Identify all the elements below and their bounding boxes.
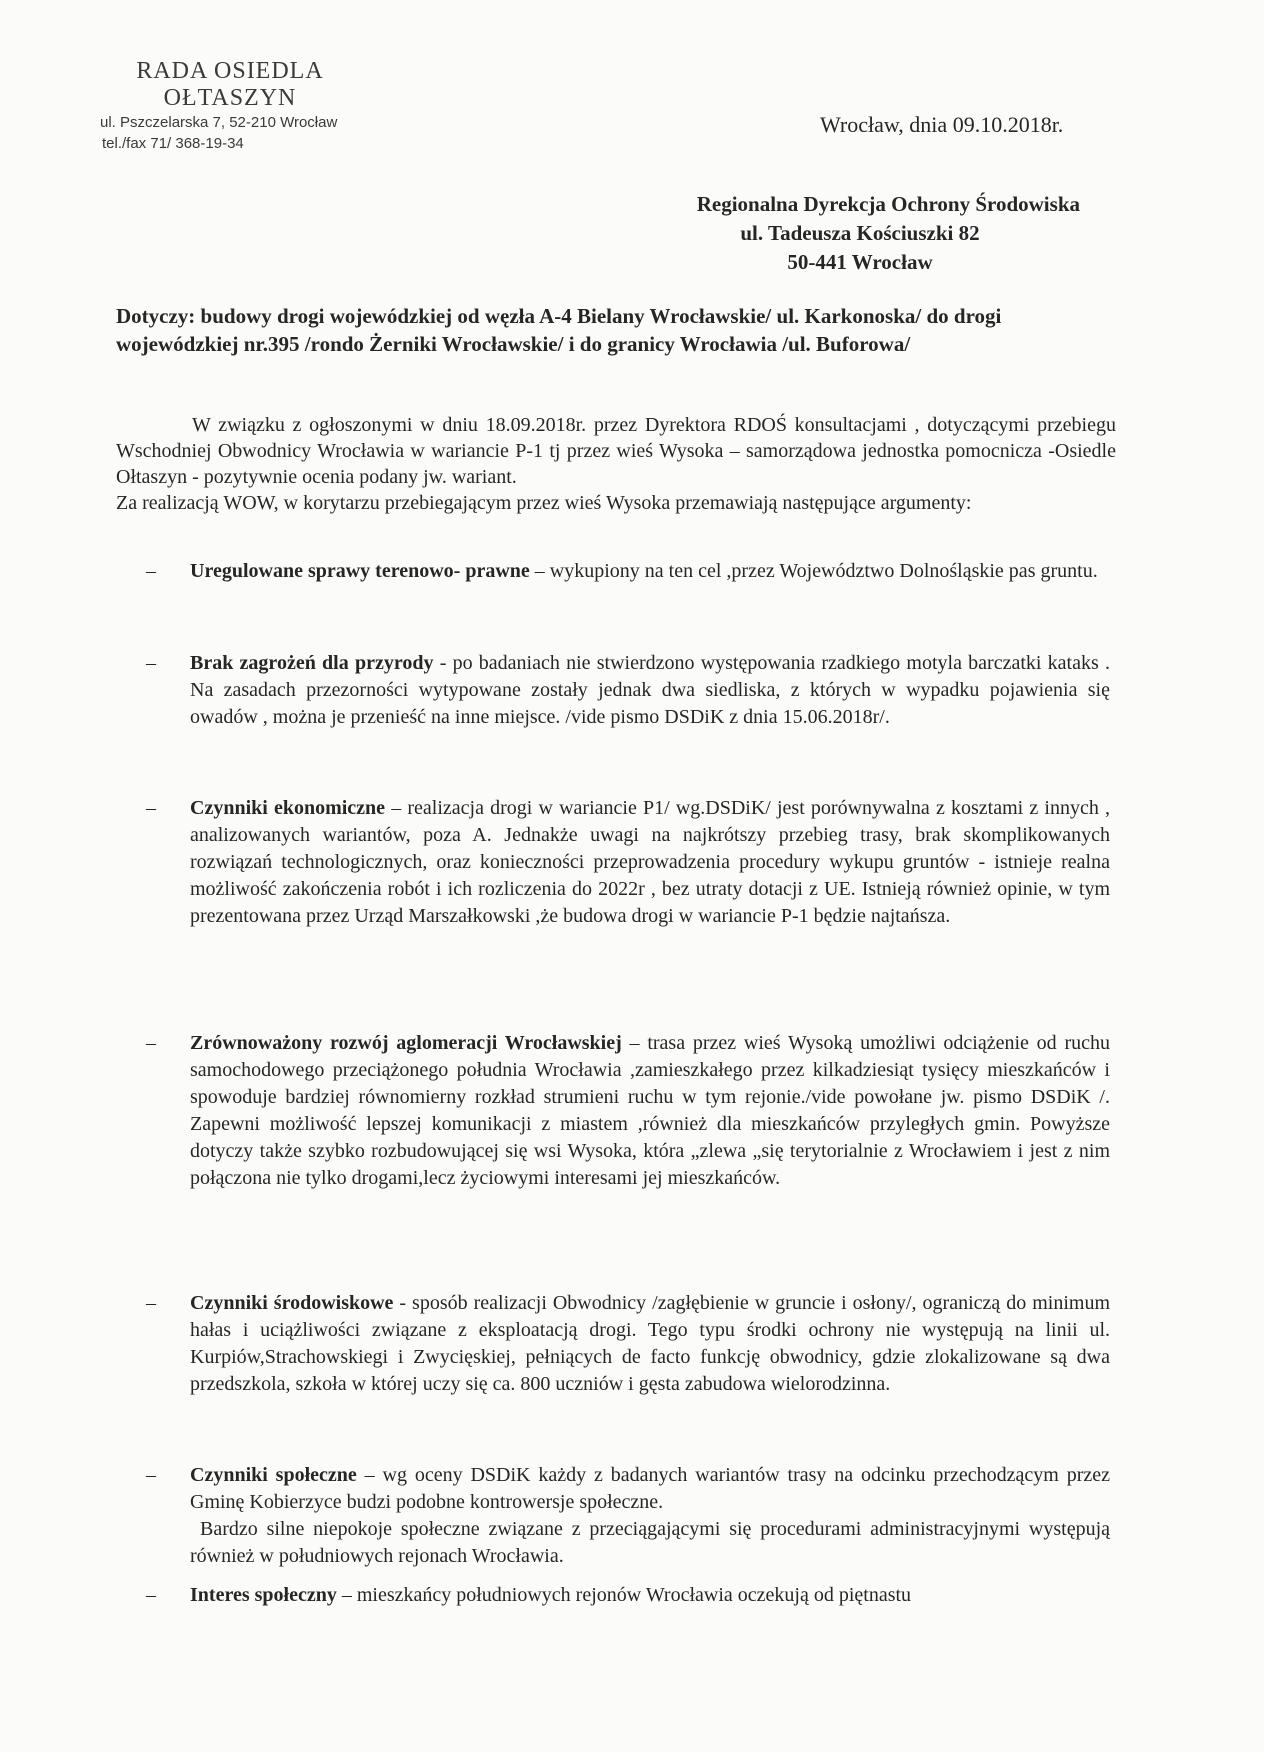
letter-date: Wrocław, dnia 09.10.2018r.: [820, 112, 1064, 137]
argument-label: Czynniki środowiskowe: [190, 1292, 394, 1314]
bullet-dash: –: [146, 1584, 156, 1606]
argument-label: Interes społeczny: [190, 1584, 337, 1606]
argument-text: – wg oceny DSDiK każdy z badanych wariantów trasy na odcinku przechodzącym przez Gminę Kobierzyce budzi podobne kontrowersje społeczne.: [190, 1464, 1110, 1513]
bullet-dash: –: [146, 560, 156, 582]
recipient-line2: ul. Tadeusza Kościuszki 82: [740, 221, 980, 245]
argument-text: – realizacja drogi w wariancie P1/ wg.DSDiK/ jest porównywalna z kosztami z innych , analizowanych wariantów, poza A. Jednakże uwagi na najkrótszy przebieg trasy, brak skomplikowanych rozwiązań technologicznych, oraz konieczności przeprowadzenia procedury wykupu gruntów - istnieje realna możliwość zakończenia robót i ich rozliczenia do 2022r , bez utraty dotacji z UE. Istnieją również opinie, w tym prezentowana przez Urząd Marszałkowski ,że budowa drogi w wariancie P-1 będzie najtańsza.: [190, 797, 1110, 927]
intro-paragraph-1: W związku z ogłoszonymi w dniu 18.09.2018r. przez Dyrektora RDOŚ konsultacjami , dotyczącymi przebiegu Wschodniej Obwodnicy Wrocławia w wariancie P-1 tj przez wieś Wysoka – samorządowa jednostka pomocnicza -Osiedle Ołtaszyn - pozytywnie ocenia podany jw. wariant.: [116, 414, 1116, 488]
sender-address: ul. Pszczelarska 7, 52-210 Wrocław: [100, 114, 338, 131]
letter-subject: Dotyczy: budowy drogi wojewódzkiej od węzła A-4 Bielany Wrocławskie/ ul. Karkonoska/ do drogi wojewódzkiej nr.395 /rondo Żerniki Wrocławskie/ i do granicy Wrocławia /ul. Buforowa/: [116, 304, 1002, 356]
argument-text: – trasa przez wieś Wysoką umożliwi odciążenie od ruchu samochodowego przeciążonego południa Wrocławia ,zamieszkałego przez kilkadziesiąt tysięcy mieszkańców i spowoduje bardziej równomierny rozkład strumieni ruchu w tym rejonie./vide powołane jw. pismo DSDiK /. Zapewni możliwość lepszej komunikacji z miastem ,również dla mieszkańców przyległych gmin. Powyższe dotyczy także szybko rozbudowującej się wsi Wysoka, która „zlewa „się terytorialnie z Wrocławiem i jest z nim połączona nie tylko drogami,lecz życiowymi interesami jej mieszkańców.: [190, 1032, 1110, 1189]
argument-label: Uregulowane sprawy terenowo- prawne: [190, 560, 530, 582]
recipient-line3: 50-441 Wrocław: [787, 250, 933, 274]
argument-item: [146, 558, 1110, 585]
argument-item: [146, 1290, 1110, 1398]
bullet-dash: –: [146, 652, 156, 674]
recipient-block: [580, 190, 1140, 277]
argument-item: [146, 1462, 1110, 1570]
argument-text: – wykupiony na ten cel ,przez Województwo Dolnośląskie pas gruntu.: [529, 560, 1098, 582]
argument-text: - sposób realizacji Obwodnicy /zagłębienie w gruncie i osłony/, ograniczą do minimum hałas i uciążliwości związane z eksploatacją drogi. Tego typu środki ochrony nie występują na linii ul. Kurpiów,Strachowskiegi i Zwycięskiej, pełniących de facto funkcję obwodnicy, gdzie zlokalizowane są dwa przedszkola, szkoła w której uczy się ca. 800 uczniów i gęsta zabudowa wielorodzinna.: [190, 1292, 1110, 1395]
bullet-dash: –: [146, 1032, 156, 1054]
argument-label: Brak zagrożeń dla przyrody: [190, 652, 434, 674]
intro-block: [116, 412, 1116, 516]
sender-name-line1: RADA OSIEDLA: [136, 58, 324, 84]
recipient-line1: Regionalna Dyrekcja Ochrony Środowiska: [696, 192, 1080, 216]
bullet-dash: –: [146, 797, 156, 819]
argument-text: - po badaniach nie stwierdzono występowania rzadkiego motyla barczatki kataks . Na zasadach przezorności wytypowane zostały jednak dwa siedliska, z których w wypadku pojawienia się owadów , można je przenieść na inne miejsce. /vide pismo DSDiK z dnia 15.06.2018r/.: [190, 652, 1110, 728]
argument-extra-text: Bardzo silne niepokoje społeczne związane z przeciągającymi się procedurami administracyjnymi występują również w południowych rejonach Wrocławia.: [190, 1518, 1110, 1567]
bullet-dash: –: [146, 1292, 156, 1314]
argument-item: [146, 1030, 1110, 1192]
sender-tel: tel./fax 71/ 368-19-34: [102, 135, 244, 152]
argument-label: Czynniki ekonomiczne: [190, 797, 386, 819]
bullet-dash: –: [146, 1464, 156, 1486]
argument-item: [146, 795, 1110, 930]
argument-label: Zrównoważony rozwój aglomeracji Wrocławskiej: [190, 1032, 622, 1054]
sender-stamp: [80, 58, 380, 154]
argument-item: [146, 1582, 1110, 1609]
argument-text: – mieszkańcy południowych rejonów Wrocławia oczekują od piętnastu: [336, 1584, 912, 1606]
argument-item: [146, 650, 1110, 731]
argument-label: Czynniki społeczne: [190, 1464, 357, 1486]
intro-paragraph-2: Za realizacją WOW, w korytarzu przebiegającym przez wieś Wysoka przemawiają następujące argumenty:: [116, 492, 972, 514]
sender-name-line2: OŁTASZYN: [163, 85, 297, 111]
